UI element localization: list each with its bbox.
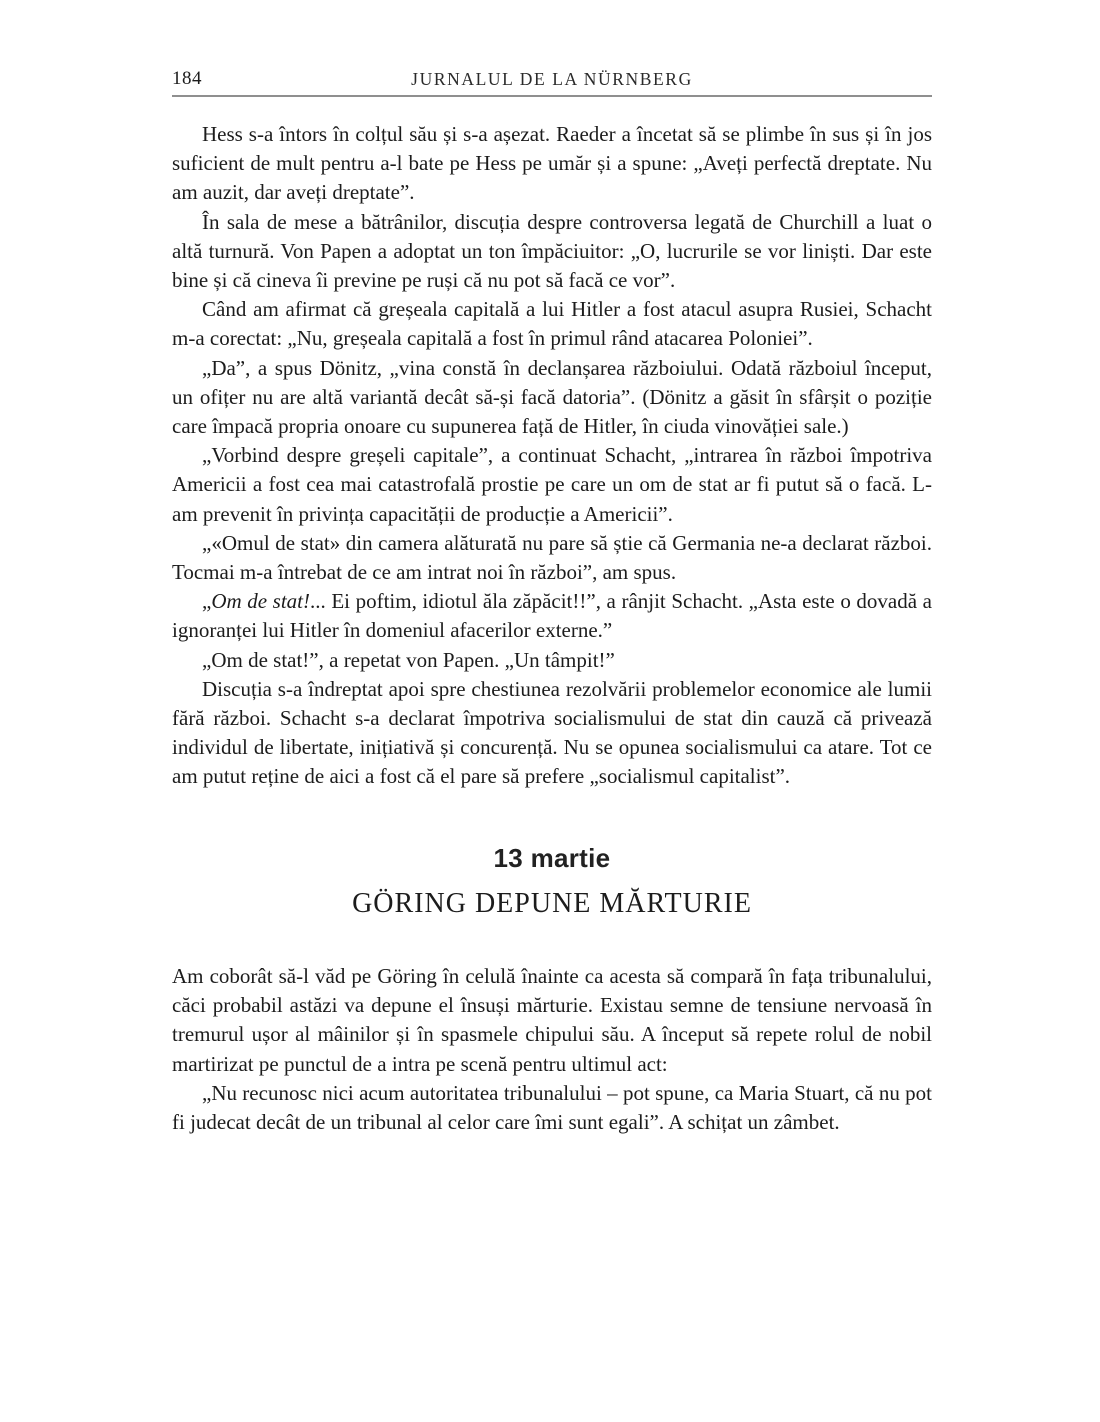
- paragraph-4: „Da”, a spus Dönitz, „vina constă în declanșarea războiului. Odată războiul început, un ofițer nu are altă variantă decât să-și facă datoria”. (Dönitz a găsit în sfârșit o poziție care împacă propria onoare cu supunerea față de Hitler, în ciuda vinovăției sale.): [172, 355, 932, 439]
- quote-open: „: [202, 589, 212, 614]
- paragraph-7: [172, 587, 932, 645]
- paragraph-3: Când am afirmat că greșeala capitală a lui Hitler a fost atacul asupra Rusiei, Schacht m-a corectat: „Nu, greșeala capitală a fost în primul rând atacarea Poloniei”.: [172, 297, 932, 351]
- page-header: [172, 64, 932, 90]
- paragraph-9: Discuția s-a îndreptat apoi spre chestiunea rezolvării problemelor economice ale lumii fără război. Schacht s-a declarat împotriva socialismului de stat din cauză că privează individul de libertate, inițiativă și concurență. Nu se opunea socialismului ca atare. Tot ce am putut reține de aici a fost că el pare să prefere „socialismul capitalist”.: [172, 676, 932, 789]
- header-rule: [172, 95, 932, 97]
- paragraph-5: „Vorbind despre greșeli capitale”, a continuat Schacht, „intrarea în război împotriva Americii a fost cea mai catastrofală prostie pe care un om de stat ar fi putut să o facă. L-am prevenit în privința capacității de producție a Americii”.: [172, 443, 932, 526]
- running-title: JURNALUL DE LA NÜRNBERG: [411, 69, 693, 89]
- paragraph-11: „Nu recunosc nici acum autoritatea tribunalului – pot spune, ca Maria Stuart, că nu pot fi judecat decât de un tribunal al celor care îmi sunt egali”. A schițat un zâmbet.: [172, 1080, 932, 1135]
- page-number: 184: [172, 68, 202, 89]
- paragraph-8: „Om de stat!”, a repetat von Papen. „Un tâmpit!”: [202, 647, 615, 672]
- italic-phrase: Om de stat!: [211, 589, 310, 614]
- page-body: [172, 120, 932, 1137]
- chapter-title: GÖRING DEPUNE MĂRTURIE: [352, 887, 752, 919]
- paragraph-2: În sala de mese a bătrânilor, discuția despre controversa legată de Churchill a luat o altă turnură. Von Papen a adoptat un ton împăciuitor: „O, lucrurile se vor liniști. Dar este bine și că cineva îi previne pe ruși că nu pot să facă ce vor”.: [172, 209, 932, 293]
- date-heading: 13 martie: [493, 842, 611, 873]
- paragraph-10: Am coborât să-l văd pe Göring în celulă înainte ca acesta să compară în fața tribunalului, căci probabil astăzi va depune el însuși mărturie. Existau semne de tensiune nervoasă în tremurul ușor al mâinilor și în spasmele chipului său. A început să repete rolul de nobil martirizat pe punctul de a intra pe scenă pentru ultimul act:: [172, 964, 932, 1076]
- paragraph-7-rest: ... Ei poftim, idiotul ăla zăpăcit!!”, a rânjit Schacht. „Asta este o dovadă a ignoranței lui Hitler în domeniul afacerilor externe.”: [172, 589, 932, 643]
- paragraph-1: Hess s-a întors în colțul său și s-a așezat. Raeder a încetat să se plimbe în sus și în jos suficient de mult pentru a-l bate pe Hess pe umăr și a spune: „Aveți perfectă dreptate. Nu am auzit, dar aveți dreptate”.: [172, 122, 932, 205]
- paragraph-6: „«Omul de stat» din camera alăturată nu pare să știe că Germania ne-a declarat război. Tocmai m-a întrebat de ce am intrat noi în război”, am spus.: [172, 530, 932, 585]
